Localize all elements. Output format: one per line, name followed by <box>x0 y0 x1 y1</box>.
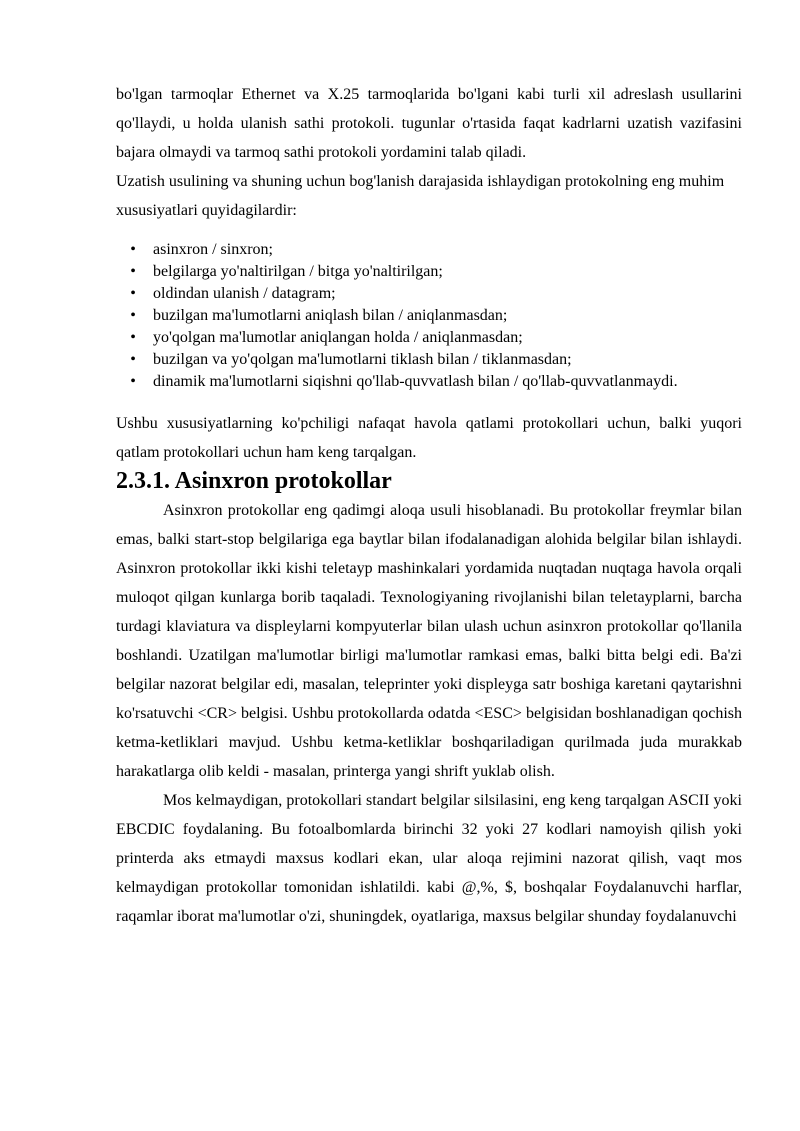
features-list <box>116 239 742 393</box>
list-item <box>116 261 742 283</box>
list-item-text: oldindan ulanish / datagram; <box>153 285 336 302</box>
paragraph-async-charsets: Mos kelmaydigan, protokollari standart belgilar silsilasini, eng keng tarqalgan ASCII yoki EBCDIC foydalaning. Bu fotoalbomlarda birinchi 32 yoki 27 kodlari namoyish qilish yoki printerda aks etmaydi maxsus kodlari ekan, ular aloqa rejimini nazorat qilish, vaqt mos kelmaydigan protokollar tomonidan ishlatildi. kabi @,%, $, boshqalar Foydalanuvchi harflar, raqamlar iborat ma'lumotlar o'zi, shuningdek, oyatlariga, maxsus belgilar shunday foydalanuvchi <box>116 792 742 925</box>
section-heading: 2.3.1. Asinxron protokollar <box>116 468 392 494</box>
bullet-icon: • <box>130 241 136 258</box>
list-item-text: asinxron / sinxron; <box>153 241 273 258</box>
bullet-icon: • <box>130 373 136 390</box>
list-item-text: belgilarga yo'naltirilgan / bitga yo'naltirilgan; <box>153 263 443 280</box>
bullet-icon: • <box>130 285 136 302</box>
paragraph-async-intro: Asinxron protokollar eng qadimgi aloqa usuli hisoblanadi. Bu protokollar freymlar bilan emas, balki start-stop belgilariga ega baytlar bilan ifodalanadigan alohida belgilar bilan ishlaydi. Asinxron protokollar ikki kishi teletayp mashinkalari yordamida nuqtadan nuqtaga havola orqali muloqot qilgan kunlarga borib taqaladi. Texnologiyaning rivojlanishi bilan teletayplarni, barcha turdagi klaviatura va displeylarni kompyuterlar bilan ulash uchun asinxron protokollar qo'llanila boshlandi. Uzatilgan ma'lumotlar birligi ma'lumotlar ramkasi emas, balki bitta belgi edi. Ba'zi belgilar nazorat belgilar edi, masalan, teleprinter yoki displeyga satr boshiga karetani qaytarishni ko'rsatuvchi <CR> belgisi. Ushbu protokollarda odatda <ESC> belgisidan boshlanadigan qochish ketma-ketliklari mavjud. Ushbu ketma-ketliklar boshqariladigan qurilmada juda murakkab harakatlarga olib keldi - masalan, printerga yangi shrift yuklab olish. <box>116 502 742 780</box>
list-item <box>116 371 742 393</box>
list-item-text: yo'qolgan ma'lumotlar aniqlangan holda / aniqlanmasdan; <box>153 329 523 346</box>
bullet-icon: • <box>130 263 136 280</box>
paragraph-summary: Ushbu xususiyatlarning ko'pchiligi nafaqat havola qatlami protokollari uchun, balki yuqori qatlam protokollari uchun ham keng tarqalgan. <box>116 415 742 461</box>
bullet-icon: • <box>130 307 136 324</box>
bullet-icon: • <box>130 351 136 368</box>
paragraph-list-intro: Uzatish usulining va shuning uchun bog'lanish darajasida ishlaydigan protokolning eng muhim xususiyatlari quyidagilardir: <box>116 173 725 219</box>
document-page <box>116 80 742 931</box>
paragraph-continuation: bo'lgan tarmoqlar Ethernet va X.25 tarmoqlarida bo'lgani kabi turli xil adreslash usullarini qo'llaydi, u holda ulanish sathi protokoli. tugunlar o'rtasida faqat kadrlarni uzatish vazifasini bajara olmaydi va tarmoq sathi protokoli yordamini talab qiladi. <box>116 86 742 161</box>
list-item-text: buzilgan va yo'qolgan ma'lumotlarni tiklash bilan / tiklanmasdan; <box>153 351 572 368</box>
list-item-text: buzilgan ma'lumotlarni aniqlash bilan / aniqlanmasdan; <box>153 307 508 324</box>
list-item <box>116 283 742 305</box>
list-item-text: dinamik ma'lumotlarni siqishni qo'llab-quvvatlash bilan / qo'llab-quvvatlanmaydi. <box>153 373 678 390</box>
list-item <box>116 327 742 349</box>
list-item <box>116 305 742 327</box>
list-item <box>116 239 742 261</box>
list-item <box>116 349 742 371</box>
bullet-icon: • <box>130 329 136 346</box>
